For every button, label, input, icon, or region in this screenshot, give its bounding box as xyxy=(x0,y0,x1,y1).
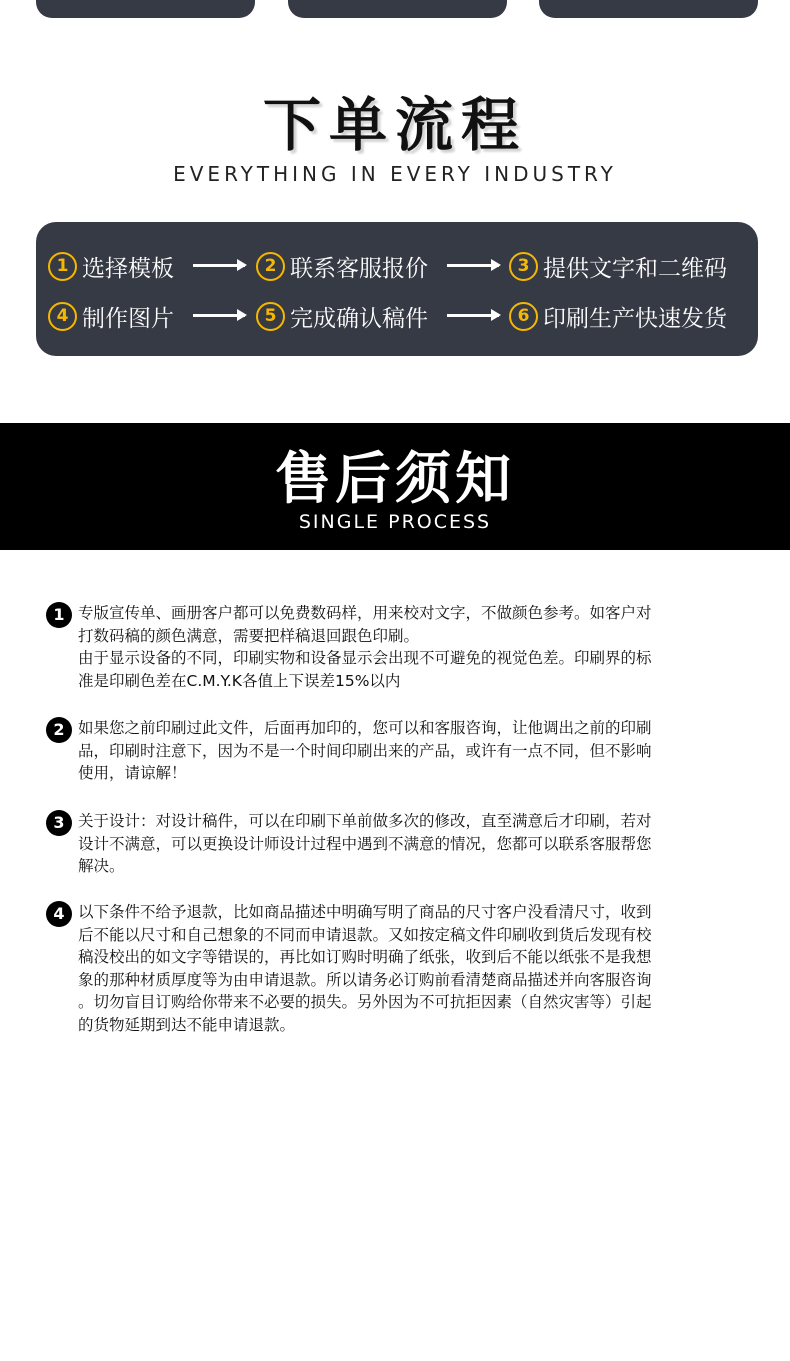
note-line: 。切勿盲目订购给你带来不必要的损失。另外因为不可抗拒因素（自然灾害等）引起 xyxy=(78,993,652,1011)
note-line: 准是印刷色差在C.M.Y.K各值上下误差15%以内 xyxy=(78,671,401,690)
step-label: 选择模板 xyxy=(82,255,174,282)
note-line: 稿没校出的如文字等错误的，再比如订购时明确了纸张，收到后不能以纸张不是我想 xyxy=(78,948,652,966)
note-line: 后不能以尺寸和自己想象的不同而申请退款。又如按定稿文件印刷收到货后发现有校 xyxy=(78,925,652,944)
flow-step xyxy=(48,298,174,334)
flow-title: 下单流程 xyxy=(262,91,527,159)
aftersale-note-3 xyxy=(46,810,726,878)
step-label: 印刷生产快速发货 xyxy=(543,305,727,332)
step-label: 联系客服报价 xyxy=(290,255,428,282)
step-number: 1 xyxy=(48,252,77,281)
note-line: 打数码稿的颜色满意，需要把样稿退回跟色印刷。 xyxy=(78,626,420,645)
step-number: 5 xyxy=(256,302,285,331)
top-tab-center xyxy=(288,0,507,18)
note-line: 如果您之前印刷过此文件，后面再加印的，您可以和客服咨询，让他调出之前的印刷 xyxy=(78,719,652,737)
aftersale-note-4 xyxy=(46,901,726,1036)
aftersale-subtitle: SINGLE PROCESS xyxy=(298,511,492,533)
top-tab-right xyxy=(539,0,758,18)
note-text xyxy=(78,810,708,878)
flow-steps-panel xyxy=(36,222,758,356)
step-number: 2 xyxy=(256,252,285,281)
aftersale-note-2 xyxy=(46,717,726,785)
note-text xyxy=(78,602,708,692)
aftersale-title: 售后须知 xyxy=(275,447,515,512)
note-line: 解决。 xyxy=(78,857,125,875)
flow-row xyxy=(36,248,758,284)
note-number-badge: 1 xyxy=(46,602,72,628)
note-text xyxy=(78,717,708,785)
top-tab-left xyxy=(36,0,255,18)
arrow-right-icon xyxy=(447,314,499,317)
arrow-right-icon xyxy=(193,314,245,317)
aftersale-header-band xyxy=(0,423,790,550)
flow-step xyxy=(509,298,727,334)
flow-step xyxy=(256,298,428,334)
flow-subtitle: EVERYTHING IN EVERY INDUSTRY xyxy=(173,162,617,186)
note-line: 专版宣传单、画册客户都可以免费数码样，用来校对文字，不做颜色参考。如客户对 xyxy=(78,604,652,622)
flow-row xyxy=(36,298,758,334)
note-text xyxy=(78,901,708,1036)
arrow-right-icon xyxy=(447,264,499,267)
note-line: 象的那种材质厚度等为由申请退款。所以请务必订购前看清楚商品描述并向客服咨询 xyxy=(78,970,652,989)
note-line: 由于显示设备的不同，印刷实物和设备显示会出现不可避免的视觉色差。印刷界的标 xyxy=(78,649,652,667)
flow-step xyxy=(256,248,428,284)
step-number: 3 xyxy=(509,252,538,281)
step-label: 提供文字和二维码 xyxy=(543,255,727,282)
note-line: 设计不满意，可以更换设计师设计过程中遇到不满意的情况，您都可以联系客服帮您 xyxy=(78,834,652,853)
note-line: 以下条件不给予退款，比如商品描述中明确写明了商品的尺寸客户没看清尺寸，收到 xyxy=(78,903,652,921)
note-line: 关于设计：对设计稿件，可以在印刷下单前做多次的修改，直至满意后才印刷，若对 xyxy=(78,812,652,830)
note-line: 使用，请谅解！ xyxy=(78,764,187,782)
aftersale-note-1 xyxy=(46,602,726,692)
step-number: 6 xyxy=(509,302,538,331)
step-label: 制作图片 xyxy=(82,305,174,332)
step-label: 完成确认稿件 xyxy=(290,305,428,332)
note-number-badge: 4 xyxy=(46,901,72,927)
note-line: 的货物延期到达不能申请退款。 xyxy=(78,1015,296,1034)
note-line: 品，印刷时注意下，因为不是一个时间印刷出来的产品，或许有一点不同，但不影响 xyxy=(78,741,652,760)
note-number-badge: 3 xyxy=(46,810,72,836)
step-number: 4 xyxy=(48,302,77,331)
flow-step xyxy=(509,248,727,284)
note-number-badge: 2 xyxy=(46,717,72,743)
flow-step xyxy=(48,248,174,284)
arrow-right-icon xyxy=(193,264,245,267)
